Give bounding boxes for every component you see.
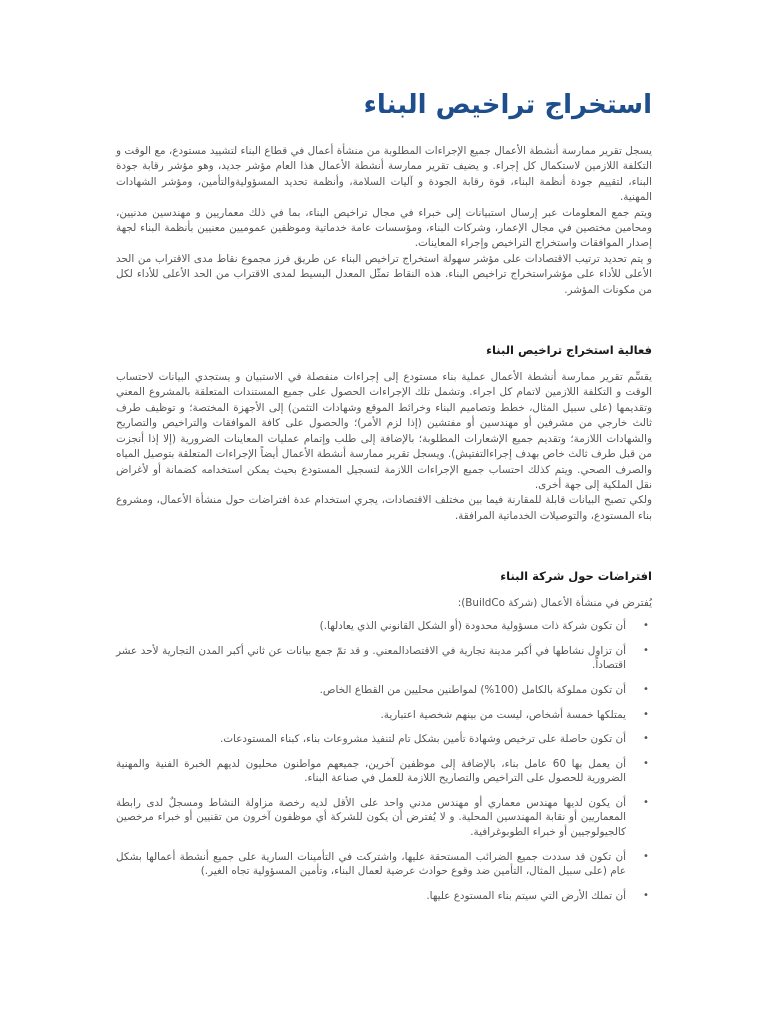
- list-item: [116, 644, 652, 673]
- bullet-icon: •: [643, 683, 649, 695]
- list-item-text: يمتلكها خمسة أشخاص، ليست من بينهم شخصية اعتبارية.: [380, 708, 626, 721]
- bullet-icon: •: [643, 796, 649, 808]
- list-item-text: أن يعمل بها 60 عامل بناء، بالإضافة إلى موظفين آخرين، جميعهم مواطنون محليون لديهم الخبرة الفنية والمهنية الضرورية للحصول على التراخيص والتصاريح اللازمة للعمل في صناعة البناء.: [116, 757, 626, 785]
- list-item: [116, 889, 652, 904]
- list-item-text: أن تكون شركة ذات مسؤولية محدودة (أو الشكل القانوني الذي يعادلها.): [319, 620, 626, 633]
- list-item: [116, 683, 652, 698]
- section-heading-effectiveness: فعالية استخراج تراخيص البناء: [486, 343, 652, 358]
- bullet-icon: •: [643, 708, 649, 720]
- intro-paragraph-3: و يتم تحديد ترتيب الاقتصادات على مؤشر سهولة استخراج تراخيص البناء عن طريق فرز مجموع نقاط مدى الاقتراب من الحد الأعلى للأداء على مؤشراستخراج تراخيص البناء. هذه النقاط تمثّل المعدل البسيط لمدى الاقتراب من الحد الأعلى للأداء لكل من مكونات المؤشر.: [116, 252, 652, 296]
- bullet-icon: •: [643, 733, 649, 745]
- section-heading-assumptions: افتراضات حول شركة البناء: [500, 569, 652, 584]
- page-title: استخراج تراخيص البناء: [363, 90, 652, 120]
- intro-paragraph-1: يسجل تقرير ممارسة أنشطة الأعمال جميع الإجراءات المطلوبة من منشأة أعمال في قطاع البناء لتشييد مستودع، مع الوقت و التكلفة اللازمين لاستكمال كل إجراء. و يضيف تقرير ممارسة أنشطة الأعمال هذا العام مؤشر جديد، وهو مؤشر رقابة جودة البناء، لتقييم جودة أنظمة البناء، قوة رقابة الجودة و آليات السلامة، وأنظمة تحديد المسؤوليةوالتأمين، ومؤشر الشهادات المهنية.: [116, 145, 652, 204]
- effectiveness-paragraph-1: يقسِّم تقرير ممارسة أنشطة الأعمال عملية بناء مستودع إلى إجراءات منفصلة في الاستبيان و يستجدي البيانات لاحتساب الوقت و التكلفة اللازمين لاتمام كل اجراء. وتشمل تلك الإجراءات الحصول على جميع المستندات المتعلقة بالمشروع المعني وتقديمها (على سبيل المثال، خطط وتصاميم البناء وخرائط الموقع وشهادات التثمن) إلى الأجهزة المختصة؛ و توظيف طرف ثالث خارجي من مشرفين أو مهندسين أو مفتشين (إذا لزم الأمر)؛ والحصول على كافة الموافقات والتراخيص والتصاريح والشهادات اللازمة؛ وتقديم جميع الإشعارات المطلوبة؛ بالإضافة إلى طلب وإتمام عمليات المعاينات الضرورية (إلا إذا أنجزت من قبل طرف ثالث خاص بهدف إجراءالتفتيش). ويسجل تقرير ممارسة أنشطة الأعمال أيضاً الإجراءات المتعلقة بتوصيل المياه والصرف الصحي. ويتم كذلك احتساب جميع الإجراءات اللازمة لتسجيل المستودع بحيث يمكن استخدامه كضمانة أو لأغراض نقل الملكية إلى جهة أخرى.: [116, 371, 652, 491]
- list-item-text: أن تكون حاصلة على ترخيص وشهادة تأمين بشكل تام لتنفيذ مشروعات بناء، كبناء المستودعات.: [219, 733, 626, 746]
- list-item: [116, 708, 652, 723]
- list-item: [116, 757, 652, 786]
- list-item-text: أن تزاول نشاطها في أكبر مدينة تجارية في الاقتصادالمعني. و قد تمّ جمع بيانات عن ثاني أكبر المدن التجارية لأحد عشر اقتصاداً.: [116, 644, 626, 672]
- list-item: [116, 796, 652, 840]
- assumptions-list: [116, 619, 652, 903]
- assumptions-intro: يُفترض في منشأة الأعمال (شركة BuildCo):: [457, 597, 652, 610]
- list-item: [116, 619, 652, 634]
- list-item: [116, 732, 652, 747]
- list-item-text: أن تكون مملوكة بالكامل (100%) لمواطنين محليين من القطاع الخاص.: [319, 683, 626, 696]
- bullet-icon: •: [643, 757, 649, 769]
- bullet-icon: •: [643, 850, 649, 862]
- list-item-text: أن تملك الأرض التي سيتم بناء المستودع عليها.: [426, 889, 626, 902]
- effectiveness-paragraph-2: ولكي تصبح البيانات قابلة للمقارنة فيما بين مختلف الاقتصادات، يجري استخدام عدة افتراضات حول منشأة الأعمال، ومشروع بناء المستودع، والتوصيلات الخدماتية المرافقة.: [116, 494, 652, 522]
- list-item: [116, 850, 652, 879]
- list-item-text: أن تكون قد سددت جميع الضرائب المستحقة عليها، واشتركت في التأمينات السارية على جميع أنشطة أعمالها بشكل عام (على سبيل المثال، التأمين ضد وقوع حوادث عرضية لعمال البناء، وتأمين المسؤولية تجاه الغير.): [116, 850, 626, 878]
- bullet-icon: •: [643, 620, 649, 632]
- intro-paragraph-2: ويتم جمع المعلومات عبر إرسال استبيانات إلى خبراء في مجال تراخيص البناء، بما في ذلك معماريين و مهندسين مدنيين، ومحامين مختصين في مجال الإعمار، وشركات البناء، ومؤسسات عامة خدماتية وموظفين عموميين معنيين بأنظمة البناء لجهة إصدار الموافقات واستخراج التراخيص وإجراء المعاينات.: [116, 206, 652, 250]
- bullet-icon: •: [643, 644, 649, 656]
- list-item-text: أن يكون لديها مهندس معماري أو مهندس مدني واحد على الأقل لديه رخصة مزاولة النشاط ومسجلٌ لدى رابطة المعماريين أو نقابة المهندسين المحلية. و لا يُفترض أن يكون للشركة أي موظفون آخرون من تقنيين أو خبراء مرخصين كالجيولوجيين أو خبراء الطوبوغرافية.: [116, 796, 626, 839]
- bullet-icon: •: [643, 889, 649, 901]
